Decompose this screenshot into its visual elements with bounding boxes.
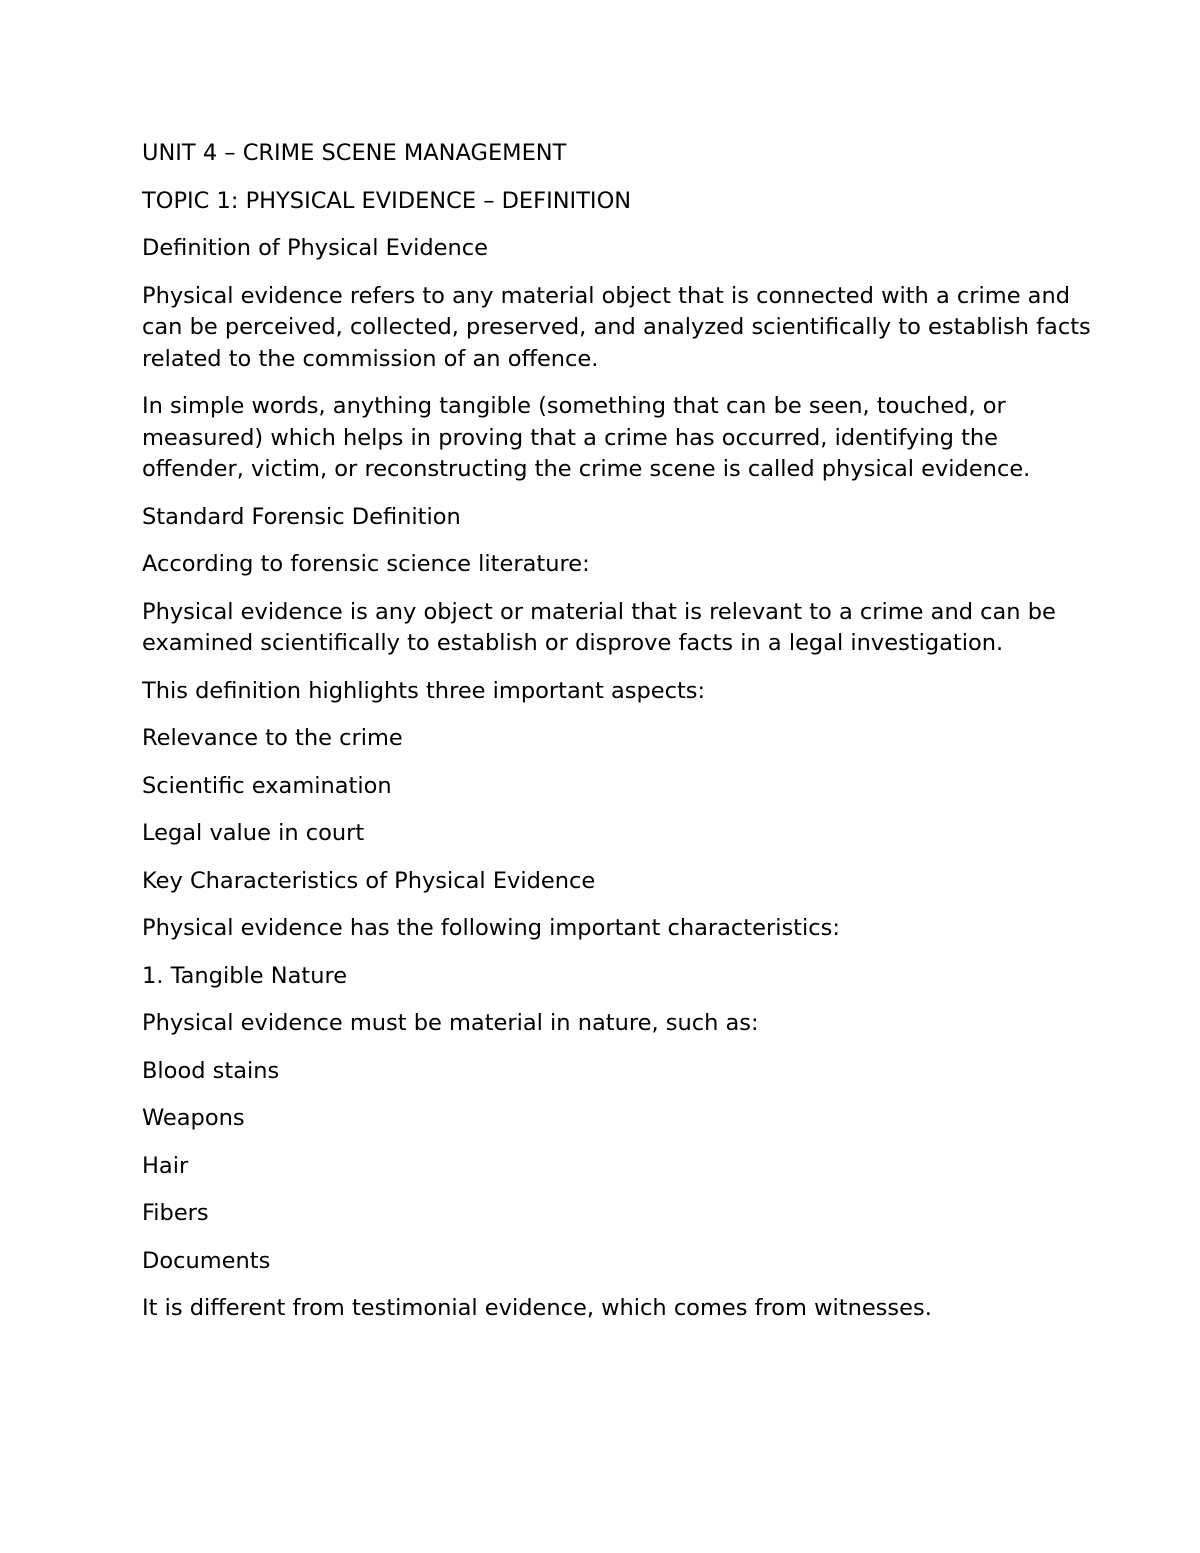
paragraph-definition: Physical evidence refers to any material object that is connected with a crime and can be perceived, collected, preserved, and analyzed scientifically to establish facts related to the commission of an offence.	[142, 282, 1091, 372]
paragraph-characteristics-intro: Physical evidence has the following important characteristics:	[142, 915, 840, 941]
list-item-aspect: Legal value in court	[142, 820, 365, 846]
paragraph-forensic-definition: Physical evidence is any object or material that is relevant to a crime and can be examined scientifically to establish or disprove facts in a legal investigation.	[142, 598, 1056, 656]
paragraph-according-to: According to forensic science literature:	[142, 551, 590, 577]
subheading-tangible-nature: 1. Tangible Nature	[142, 962, 348, 989]
list-item-example: Blood stains	[142, 1057, 280, 1084]
list-item-example: Fibers	[142, 1200, 209, 1226]
paragraph-material-nature: Physical evidence must be material in nature, such as:	[142, 1010, 759, 1036]
paragraph-aspects-intro: This definition highlights three important aspects:	[142, 677, 706, 704]
paragraph-testimonial-difference: It is different from testimonial evidence, which comes from witnesses.	[142, 1295, 932, 1321]
section-heading-characteristics: Key Characteristics of Physical Evidence	[142, 867, 596, 894]
list-item-example: Hair	[142, 1152, 189, 1179]
section-heading-standard-definition: Standard Forensic Definition	[142, 503, 461, 530]
list-item-aspect: Scientific examination	[142, 772, 392, 799]
document-page	[142, 138, 1102, 1325]
section-heading-definition: Definition of Physical Evidence	[142, 235, 489, 261]
list-item-example: Weapons	[142, 1105, 245, 1131]
list-item-example: Documents	[142, 1247, 271, 1274]
paragraph-simple-words: In simple words, anything tangible (something that can be seen, touched, or measured) which helps in proving that a crime has occurred, identifying the offender, victim, or reconstructing the crime scene is called physical evidence.	[142, 393, 1031, 482]
list-item-aspect: Relevance to the crime	[142, 725, 403, 751]
topic-heading: TOPIC 1: PHYSICAL EVIDENCE – DEFINITION	[142, 187, 632, 214]
unit-heading: UNIT 4 – CRIME SCENE MANAGEMENT	[142, 140, 567, 166]
